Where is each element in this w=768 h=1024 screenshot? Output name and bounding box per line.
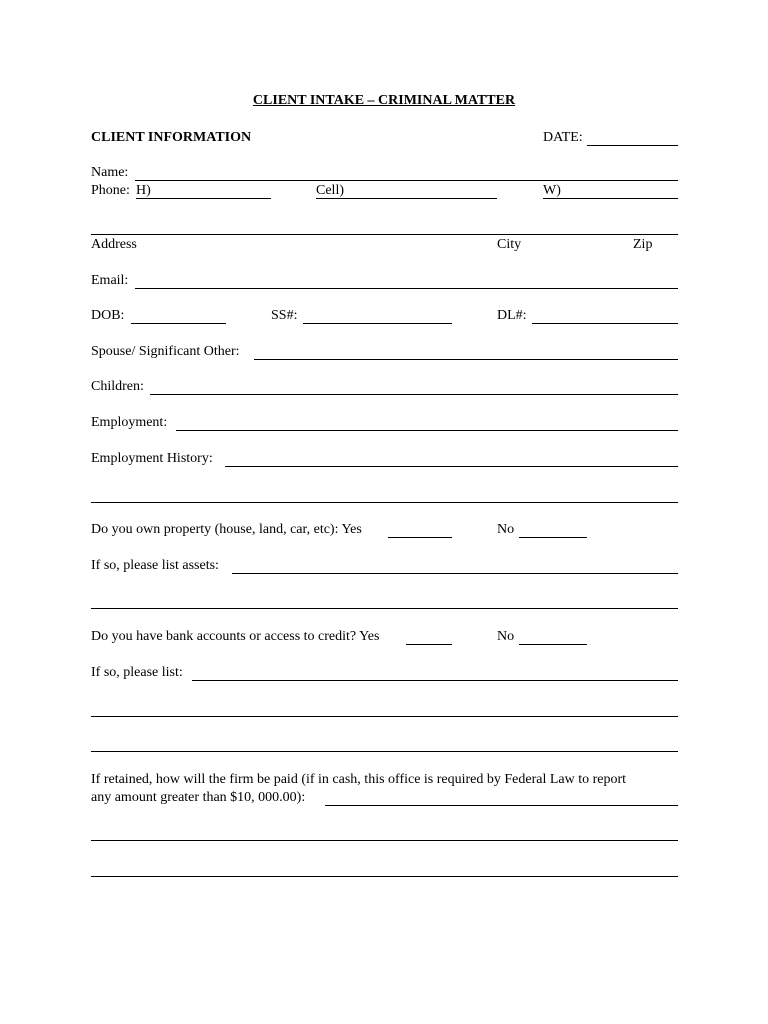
email-field[interactable]: [135, 288, 678, 289]
bank-question: Do you have bank accounts or access to credit? Yes: [91, 629, 380, 644]
phone-cell-label: Cell): [316, 183, 344, 198]
phone-work-field[interactable]: [543, 198, 678, 199]
retained-question-line1: If retained, how will the firm be paid (if in cash, this office is required by Federal Law to report: [91, 772, 627, 787]
list-label: If so, please list:: [91, 665, 183, 680]
employment-history-field-line2[interactable]: [91, 502, 678, 503]
assets-field-line2[interactable]: [91, 608, 678, 609]
ss-field[interactable]: [303, 323, 452, 324]
spouse-label: Spouse/ Significant Other:: [91, 344, 240, 359]
assets-field[interactable]: [232, 573, 678, 574]
city-label: City: [497, 237, 522, 252]
bank-no-label: No: [497, 629, 515, 644]
dob-field[interactable]: [131, 323, 226, 324]
zip-label: Zip: [633, 237, 653, 252]
employment-history-field[interactable]: [225, 466, 678, 467]
phone-home-label: H): [136, 183, 151, 198]
phone-home-field[interactable]: [136, 198, 271, 199]
section-heading-client-information: CLIENT INFORMATION: [91, 130, 252, 145]
name-label: Name:: [91, 165, 129, 180]
ss-label: SS#:: [271, 308, 298, 323]
list-field-line3[interactable]: [91, 751, 678, 752]
property-question: Do you own property (house, land, car, etc): Yes: [91, 522, 362, 537]
property-no-label: No: [497, 522, 515, 537]
date-label: DATE:: [543, 130, 583, 145]
dl-field[interactable]: [532, 323, 678, 324]
list-field[interactable]: [192, 680, 678, 681]
date-field[interactable]: [587, 145, 678, 146]
address-field[interactable]: [91, 234, 678, 235]
email-label: Email:: [91, 273, 129, 288]
retained-field[interactable]: [325, 805, 678, 806]
retained-field-line2[interactable]: [91, 840, 678, 841]
dob-label: DOB:: [91, 308, 125, 323]
list-field-line2[interactable]: [91, 716, 678, 717]
retained-field-line3[interactable]: [91, 876, 678, 877]
name-field[interactable]: [135, 180, 678, 181]
children-label: Children:: [91, 379, 144, 394]
employment-label: Employment:: [91, 415, 168, 430]
assets-label: If so, please list assets:: [91, 558, 219, 573]
bank-no-field[interactable]: [519, 644, 587, 645]
address-label: Address: [91, 237, 137, 252]
employment-field[interactable]: [176, 430, 678, 431]
retained-question-line2: any amount greater than $10, 000.00):: [91, 790, 306, 805]
page-title: CLIENT INTAKE – CRIMINAL MATTER: [252, 93, 516, 108]
children-field[interactable]: [150, 394, 678, 395]
employment-history-label: Employment History:: [91, 451, 213, 466]
phone-cell-field[interactable]: [316, 198, 497, 199]
spouse-field[interactable]: [254, 359, 678, 360]
property-no-field[interactable]: [519, 537, 587, 538]
dl-label: DL#:: [497, 308, 527, 323]
bank-yes-field[interactable]: [406, 644, 452, 645]
phone-work-label: W): [543, 183, 561, 198]
property-yes-field[interactable]: [388, 537, 452, 538]
phone-label: Phone:: [91, 183, 130, 198]
